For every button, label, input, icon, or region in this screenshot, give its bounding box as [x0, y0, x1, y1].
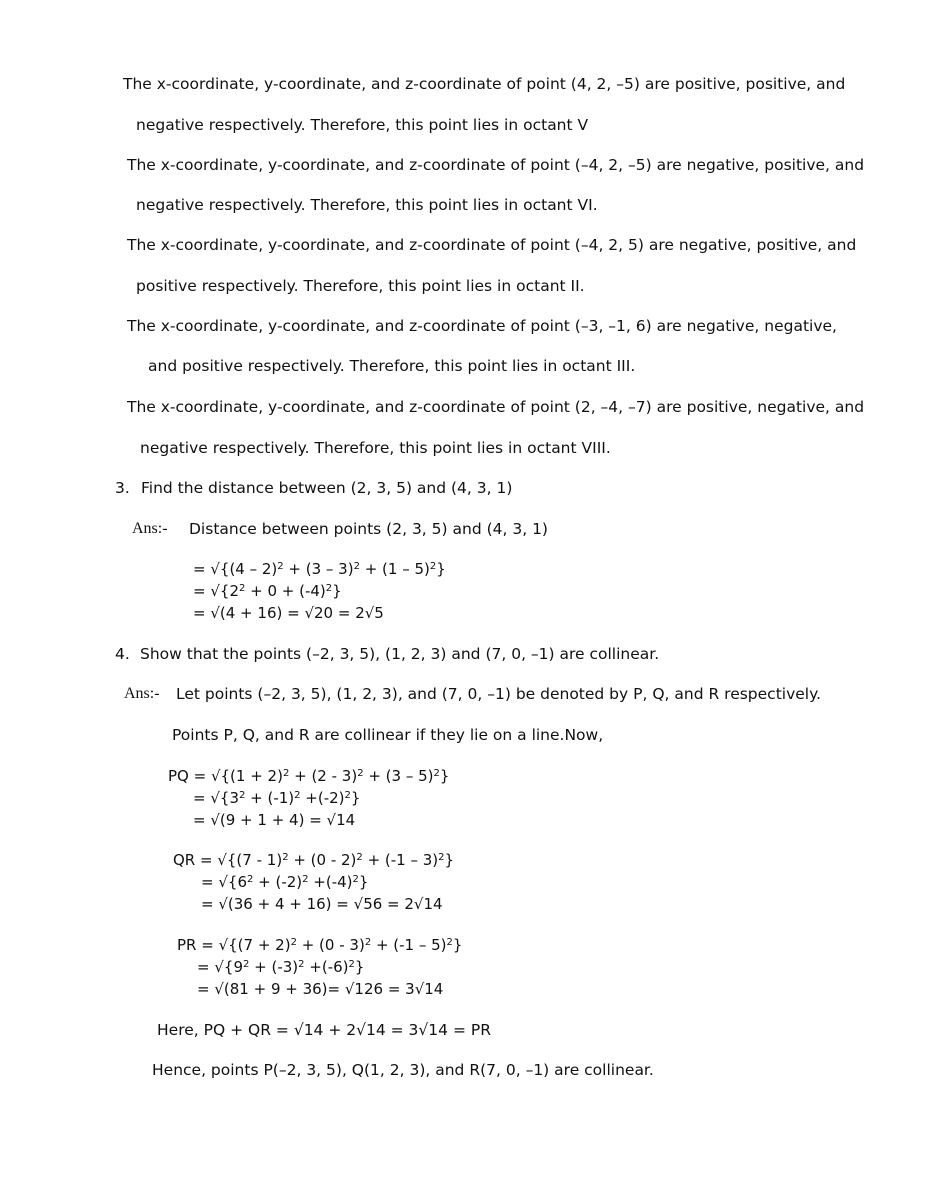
sum-line: Here, PQ + QR = √14 + 2√14 = 3√14 = PR [157, 1021, 491, 1039]
q3-number: 3. [115, 479, 130, 497]
pr-line-3: = √(81 + 9 + 36)= √126 = 3√14 [197, 980, 444, 998]
q4-number: 4. [115, 645, 130, 663]
q3-step-2: = $√\{2^2 + 0 + (-4)^2\}$ [193, 582, 342, 600]
pr-line-2: = $√\{9^2 + (-3)^2 +(-6)^2\}$ [197, 958, 365, 976]
pq-line-2: = $√\{3^2 + (-1)^2 +(-2)^2\}$ [193, 789, 361, 807]
q4-question: Show that the points (–2, 3, 5), (1, 2, 3) and (7, 0, –1) are collinear. [140, 645, 660, 663]
octant-5-line-1: The x-coordinate, y-coordinate, and z-coordinate of point (2, –4, –7) are positive, negative, and [127, 398, 865, 416]
q3-answer-intro: Distance between points (2, 3, 5) and (4, 3, 1) [189, 520, 548, 538]
q4-answer-label: Ans:- [124, 685, 160, 702]
octant-3-line-1: The x-coordinate, y-coordinate, and z-coordinate of point (–4, 2, 5) are negative, positive, and [127, 236, 857, 254]
pr-line-1: PR = $√\{(7 + 2)^2 + (0 - 3)^2 + (-1 - 5)^2\}$ [177, 936, 463, 954]
pq-line-1: PQ = $√\{(1 + 2)^2 + (2 - 3)^2 + (3 - 5)^2\}$ [168, 767, 450, 785]
q4-answer-intro: Let points (–2, 3, 5), (1, 2, 3), and (7, 0, –1) be denoted by P, Q, and R respectively. [176, 685, 821, 703]
octant-4-line-1: The x-coordinate, y-coordinate, and z-coordinate of point (–3, –1, 6) are negative, negative, [127, 317, 837, 335]
q3-question: Find the distance between (2, 3, 5) and (4, 3, 1) [141, 479, 513, 497]
q3-step-3: = √(4 + 16) = √20 = 2√5 [193, 604, 384, 622]
octant-5-line-2: negative respectively. Therefore, this point lies in octant VIII. [140, 439, 611, 457]
q3-step-1: = √{(4 – 2)$^2$ + (3 – 3)$^2$ + (1 – 5)$^2$} [193, 560, 446, 578]
pq-line-3: = √(9 + 1 + 4) = √14 [193, 811, 356, 829]
qr-line-2: = $√\{6^2 + (-2)^2 +(-4)^2\}$ [201, 873, 369, 891]
octant-2-line-2: negative respectively. Therefore, this point lies in octant VI. [136, 196, 598, 214]
octant-1-line-1: The x-coordinate, y-coordinate, and z-coordinate of point (4, 2, –5) are positive, positive, and [123, 75, 846, 93]
qr-line-3: = √(36 + 4 + 16) = √56 = 2√14 [201, 895, 443, 913]
qr-line-1: QR = √{(7 - 1)$^2$ + (0 - 2)$^2$ + (-1 – 3)$^2$} [173, 851, 455, 869]
octant-3-line-2: positive respectively. Therefore, this point lies in octant II. [136, 277, 585, 295]
q4-collinear-note: Points P, Q, and R are collinear if they lie on a line.Now, [172, 726, 604, 744]
octant-1-line-2: negative respectively. Therefore, this point lies in octant V [136, 116, 589, 134]
octant-4-line-2: and positive respectively. Therefore, this point lies in octant III. [148, 357, 636, 375]
conclusion: Hence, points P(–2, 3, 5), Q(1, 2, 3), and R(7, 0, –1) are collinear. [152, 1061, 654, 1079]
q3-answer-label: Ans:- [132, 520, 168, 537]
octant-2-line-1: The x-coordinate, y-coordinate, and z-coordinate of point (–4, 2, –5) are negative, positive, and [127, 156, 865, 174]
